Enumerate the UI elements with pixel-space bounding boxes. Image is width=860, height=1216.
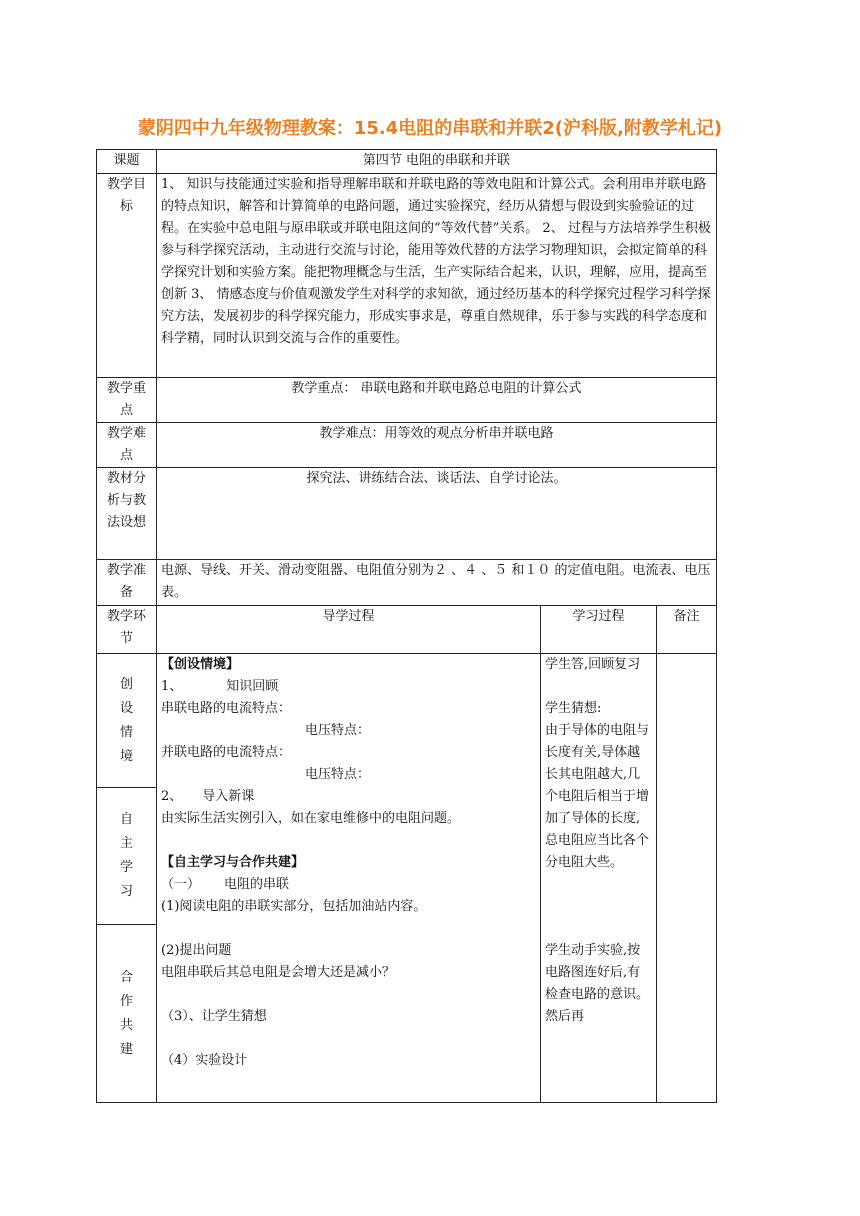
document-title: 蒙阴四中九年级物理教案：15.4电阻的串联和并联2(沪科版,附教学札记): [137, 118, 723, 139]
key-point-value: 教学重点： 串联电路和并联电路总电阻的计算公式: [157, 378, 717, 423]
lesson-plan-table: [96, 149, 717, 1103]
stage-create-scene: 创 设 情 境: [97, 654, 157, 788]
topic-value: 第四节 电阻的串联和并联: [157, 150, 717, 174]
stage-self-study: 自 主 学 习: [97, 788, 157, 925]
goals-label: 教学目标: [97, 174, 157, 378]
key-point-label: 教学重点: [97, 378, 157, 423]
guide-process-content: 【创设情境】 1、 知识回顾 串联电路的电流特点： 电压特点： 并联电路的电流特点： 电压特点： 2、 导入新课 由实际生活实例引入，如在家电维修中的电阻问题。 【自主学习与合作共建】 （一） 电阻的串联 (1)阅读电阻的串联实部分，包括加油站内容。 (2)提出问题 电阻串联后其总电阻是会增大还是减小？ （3）、让学生猜想 （4）实验设计: [157, 654, 541, 1103]
method-value: 探究法、讲练结合法、谈话法、自学讨论法。: [157, 468, 717, 560]
guide-header: 导学过程: [157, 606, 541, 654]
difficulty-value: 教学难点：用等效的观点分析串并联电路: [157, 423, 717, 468]
note-header: 备注: [657, 606, 717, 654]
learning-process-content: 学生答,回顾复习 学生猜想: 由于导体的电阻与长度有关,导体越长其电阻越大,几个电阻后相当于增加了导体的长度,总电阻应当比各个分电阻大些。 学生动手实验,按电路图连好后,有检查电路的意识。然后再: [541, 654, 657, 1103]
stage-header: 教学环节: [97, 606, 157, 654]
learn-header: 学习过程: [541, 606, 657, 654]
stage-cooperation: 合 作 共 建: [97, 925, 157, 1103]
difficulty-label: 教学难点: [97, 423, 157, 468]
goals-value: 1、 知识与技能通过实验和指导理解串联和并联电路的等效电阻和计算公式。会利用串并联电路的特点知识，解答和计算简单的电路问题，通过实验探究，经历从猜想与假设到实验验证的过程。在实验中总电阻与原串联或并联电阻这间的“等效代替”关系。 2、 过程与方法培养学生积极参与科学探究活动，主动进行交流与讨论，能用等效代替的方法学习物理知识，会拟定简单的科学探究计划和实验方案。能把物理概念与生活，生产实际结合起来，认识，理解，应用，提高至创新 3、 情感态度与价值观激发学生对科学的求知欲，通过经历基本的科学探究过程学习科学探究方法，发展初步的科学探究能力，形成实事求是，尊重自然规律，乐于参与实践的科学态度和科学精，同时认识到交流与合作的重要性。: [157, 174, 717, 378]
prep-label: 教学准备: [97, 560, 157, 606]
topic-label: 课题: [97, 150, 157, 174]
prep-value: 电源、导线、开关、滑动变阻器、电阻值分别为２ 、４ 、５ 和１０ 的定值电阻。电流表、电压表。: [157, 560, 717, 606]
method-label: 教材分析与教法设想: [97, 468, 157, 560]
note-content: [657, 654, 717, 1103]
